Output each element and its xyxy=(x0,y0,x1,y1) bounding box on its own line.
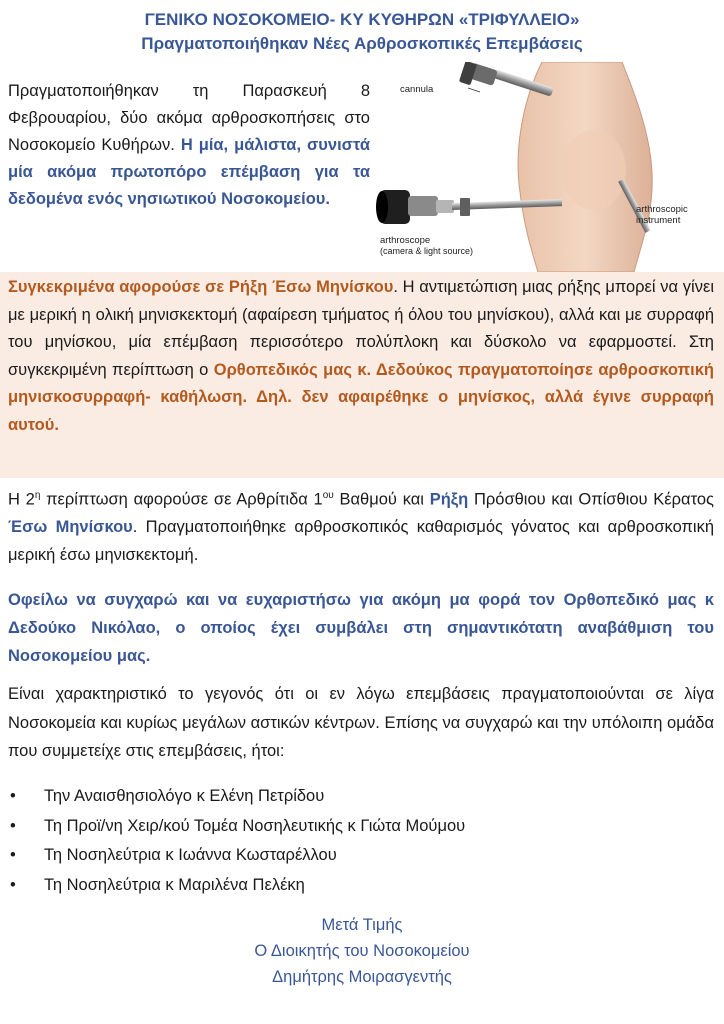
signature-name: Δημήτρης Μοιρασγεντής xyxy=(272,968,452,986)
p2-text-5: . Πραγματοποιήθηκε αρθροσκοπικός καθαρισμός γόνατος και αρθροσκοπική μερική έσω μηνισκεκτομή. xyxy=(8,518,714,564)
p2-text-3: Βαθμού και xyxy=(333,490,430,509)
signature-block xyxy=(0,912,724,990)
p2-bold-2: Έσω Μηνίσκου xyxy=(8,518,133,537)
list-item-text: Τη Νοσηλεύτρια κ Ιωάννα Κωσταρέλλου xyxy=(44,846,337,864)
bullet-icon: • xyxy=(10,787,16,805)
label-arthroscope-1: arthroscope xyxy=(380,235,431,246)
team-list xyxy=(8,782,714,900)
list-item xyxy=(8,871,714,901)
list-item-text: Τη Νοσηλεύτρια κ Μαριλένα Πελέκη xyxy=(44,875,305,894)
label-arthroscope-2: (camera & light source) xyxy=(380,246,474,256)
signature-closing: Μετά Τιμής xyxy=(321,916,403,934)
list-item xyxy=(8,812,714,842)
arthroscopy-illustration xyxy=(372,62,718,272)
bullet-icon: • xyxy=(10,875,16,894)
list-item xyxy=(8,841,714,871)
hospital-title: ΓΕΝΙΚΟ ΝΟΣΟΚΟΜΕΙΟ- ΚΥ ΚΥΘΗΡΩΝ «ΤΡΙΦΥΛΛΕΙΟ» xyxy=(144,10,580,29)
list-item xyxy=(8,782,714,812)
p2-sup-2: ου xyxy=(322,490,334,501)
p2-text-4: Πρόσθιου και Οπίσθιου Κέρατος xyxy=(468,490,714,509)
p2-text-1: Η 2 xyxy=(8,490,35,509)
box-tail: Ορθοπεδικός μας κ. Δεδούκος πραγματοποίησε αρθροσκοπική μηνισκοσυρραφή- καθήλωση. Δηλ. δεν αφαιρέθηκε ο μηνίσκος, αλλά έγινε συρραφή αυτού. xyxy=(8,360,714,434)
p2-bold-1: Ρήξη xyxy=(429,490,469,509)
signature-role: Ο Διοικητής του Νοσοκομείου xyxy=(254,942,470,960)
highlight-box-text xyxy=(8,274,714,440)
highlight-box xyxy=(0,272,724,478)
box-lead: Συγκεκριμένα αφορούσε σε Ρήξη Έσω Μηνίσκου xyxy=(8,278,394,296)
thanks-paragraph: Οφείλω να συγχαρώ και να ευχαριστήσω για ακόμη μα φορά τον Ορθοπεδικό μας κ Δεδούκο Νικόλαο, ο οποίος έχει συμβάλει στη σημαντικότατη αναβάθμιση του Νοσοκομείου μας. xyxy=(8,591,714,665)
intro-paragraph xyxy=(8,78,370,213)
label-cannula: cannula xyxy=(400,84,434,95)
header xyxy=(0,8,724,56)
list-item-text: Την Αναισθησιολόγο κ Ελένη Πετρίδου xyxy=(44,787,325,805)
bullet-icon: • xyxy=(10,846,16,864)
intro-highlight: Η μία, μάλιστα, συνιστά μία ακόμα πρωτοπόρο επέμβαση για τα δεδομένα ενός νησιωτικού Νοσοκομείου. xyxy=(8,136,370,208)
intro-text: Πραγματοποιήθηκαν τη Παρασκευή 8 Φεβρουαρίου, δύο ακόμα αρθροσκοπήσεις στο Νοσοκομείο Κυθήρων. xyxy=(8,82,370,154)
box-body: . Η αντιμετώπιση μιας ρήξης μπορεί να γίνει με μερική η ολική μηνισκεκτομή (αφαίρεση τμήματος ή όλου του μηνίσκου), αλλά και με συρραφή του μηνίσκου, μία επέμβαση περισσότερο πολύπλοκη και δύσκολο να εφαρμοστεί. Στη συγκεκριμένη περίπτωση ο xyxy=(8,278,714,379)
p2-text-2: περίπτωση αφορούσε σε Αρθρίτιδα 1 xyxy=(40,490,323,509)
label-instrument-2: instrument xyxy=(636,215,681,226)
p2-sup-1: η xyxy=(34,490,41,501)
label-instrument-1: arthroscopic xyxy=(636,204,688,215)
list-item-text: Τη Προϊ/νη Χειρ/κού Τομέα Νοσηλευτικής κ Γιώτα Μούμου xyxy=(44,816,466,835)
kneecap-shape xyxy=(562,130,626,210)
team-intro-paragraph: Είναι χαρακτηριστικό το γεγονός ότι οι εν λόγω επεμβάσεις πραγματοποιούνται σε λίγα Νοσοκομεία και κυρίως μεγάλων αστικών κέντρων. Επίσης να συγχαρώ και την υπόλοιπη ομάδα που συμμετείχε στις επεμβάσεις, ήτοι: xyxy=(8,685,714,760)
article-title: Πραγματοποιήθηκαν Νέες Αρθροσκοπικές Επεμβάσεις xyxy=(141,34,583,53)
bullet-icon: • xyxy=(10,816,16,835)
second-case-paragraph xyxy=(8,482,714,569)
